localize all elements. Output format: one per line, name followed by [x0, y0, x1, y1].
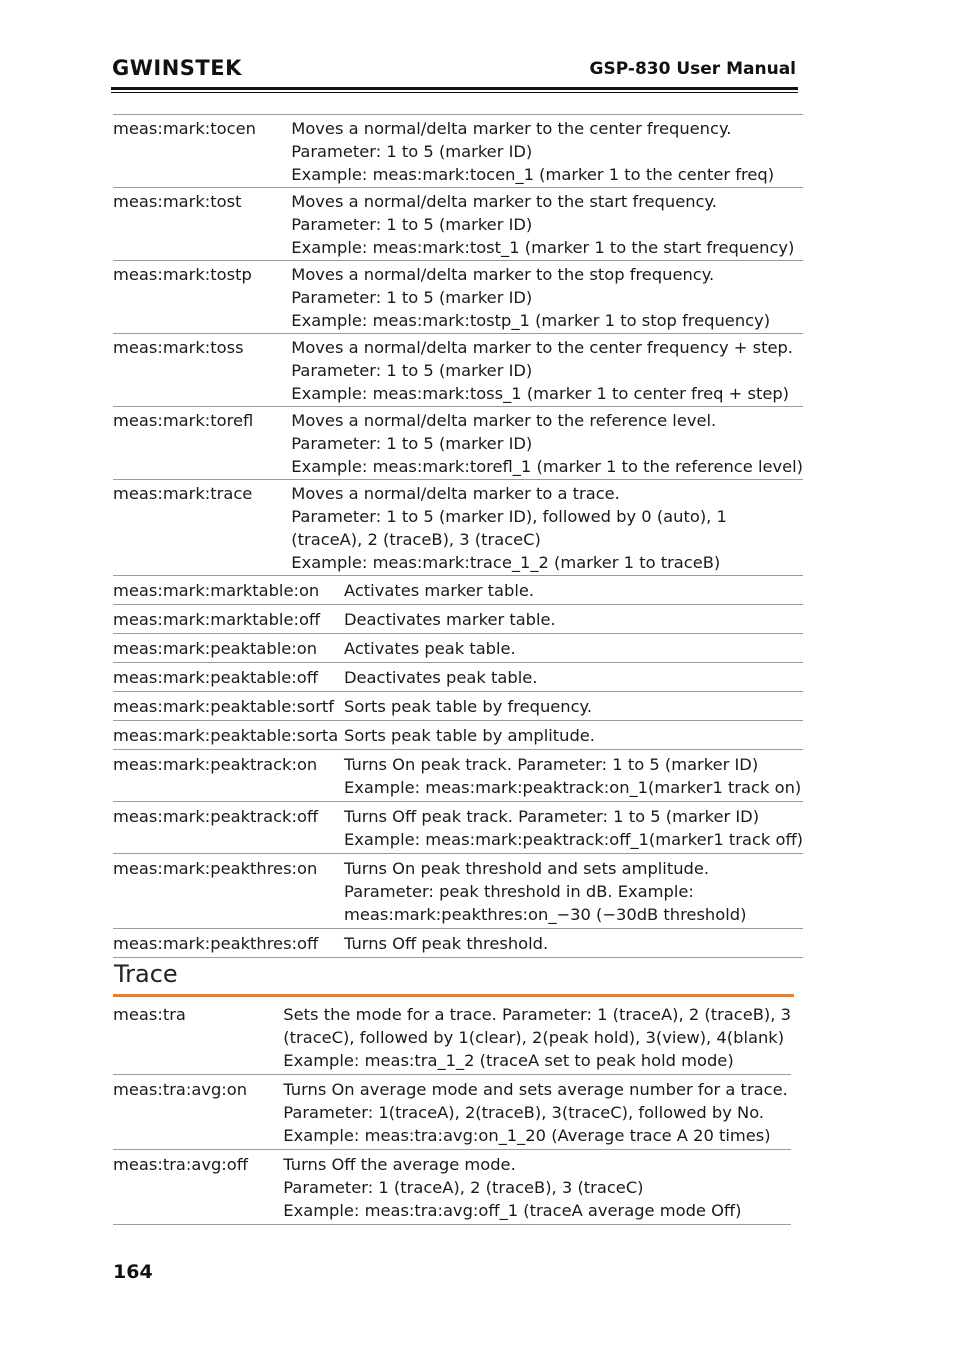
- description-line: Example: meas:mark:peaktrack:on_1(marker1 track on): [344, 778, 802, 797]
- description-line: Example: meas:mark:peaktrack:off_1(marker1 track off): [344, 830, 804, 849]
- header-divider-thin: [111, 92, 798, 93]
- description-line: Deactivates peak table.: [344, 668, 538, 687]
- command-name: meas:mark:peaktrack:off: [113, 807, 319, 826]
- command-row: [113, 334, 803, 407]
- command-cell: [113, 576, 803, 605]
- manual-title: GSP-830 User Manual: [589, 59, 796, 79]
- description-line: Example: meas:tra:avg:off_1 (traceA average mode Off): [283, 1201, 742, 1220]
- command-cell: [113, 750, 803, 802]
- description-line: Moves a normal/delta marker to the center frequency + step.: [291, 338, 793, 357]
- command-name: meas:mark:tostp: [113, 261, 291, 334]
- command-cell: [113, 854, 803, 929]
- command-description: [344, 932, 803, 955]
- command-row: [113, 802, 803, 854]
- description-line: Parameter: 1(traceA), 2(traceB), 3(traceC), followed by No.: [283, 1103, 765, 1122]
- description-line: Activates peak table.: [344, 639, 516, 658]
- command-name: meas:mark:peakthres:off: [113, 934, 319, 953]
- description-line: Moves a normal/delta marker to a trace.: [291, 484, 620, 503]
- command-row: [113, 188, 803, 261]
- description-line: (traceA), 2 (traceB), 3 (traceC): [291, 530, 541, 549]
- command-row: [113, 605, 803, 634]
- command-cell: [113, 634, 803, 663]
- description-line: Parameter: 1 to 5 (marker ID): [291, 361, 533, 380]
- command-name: meas:mark:marktable:off: [113, 610, 321, 629]
- command-name: meas:tra:avg:off: [113, 1150, 283, 1225]
- command-name: meas:mark:torefl: [113, 407, 291, 480]
- description-line: Parameter: 1 to 5 (marker ID): [291, 142, 533, 161]
- command-description: [291, 334, 803, 407]
- command-name: meas:mark:peaktable:on: [113, 639, 318, 658]
- command-row: [113, 576, 803, 605]
- command-description: [344, 666, 803, 689]
- command-row: [113, 115, 803, 188]
- command-description: [291, 261, 803, 334]
- command-row: [113, 480, 803, 576]
- description-line: Turns On average mode and sets average number for a trace.: [283, 1080, 788, 1099]
- description-line: Moves a normal/delta marker to the stop frequency.: [291, 265, 715, 284]
- command-row: [113, 721, 803, 750]
- command-row: [113, 692, 803, 721]
- command-row: [113, 261, 803, 334]
- description-line: Example: meas:mark:tocen_1 (marker 1 to the center freq): [291, 165, 775, 184]
- command-name: meas:mark:peakthres:on: [113, 859, 318, 878]
- description-line: Sorts peak table by amplitude.: [344, 726, 595, 745]
- description-line: Moves a normal/delta marker to the start frequency.: [291, 192, 717, 211]
- command-name: meas:mark:tocen: [113, 115, 291, 188]
- description-line: Turns Off peak threshold.: [344, 934, 549, 953]
- command-name: meas:mark:peaktable:sorta: [113, 726, 339, 745]
- gwinstek-logo: GWINSTEK: [112, 56, 242, 80]
- command-name: meas:tra:avg:on: [113, 1075, 283, 1150]
- command-description: [344, 724, 803, 747]
- description-line: meas:mark:peakthres:on_−30 (−30dB threshold): [344, 905, 747, 924]
- command-cell: [113, 802, 803, 854]
- description-line: Moves a normal/delta marker to the center frequency.: [291, 119, 732, 138]
- description-line: Example: meas:tra_1_2 (traceA set to peak hold mode): [283, 1051, 734, 1070]
- description-line: Example: meas:mark:torefl_1 (marker 1 to the reference level): [291, 457, 804, 476]
- command-description: [291, 188, 803, 261]
- description-line: Turns Off peak track. Parameter: 1 to 5 (marker ID): [344, 807, 760, 826]
- trace-command-table: [113, 1000, 791, 1225]
- command-description: [344, 857, 803, 926]
- command-cell: [113, 692, 803, 721]
- description-line: Parameter: 1 to 5 (marker ID): [291, 288, 533, 307]
- command-name: meas:mark:tost: [113, 188, 291, 261]
- command-description: [283, 1075, 791, 1150]
- command-description: [344, 608, 803, 631]
- header-divider: [111, 87, 798, 90]
- command-description: [344, 637, 803, 660]
- command-row: [113, 1150, 791, 1225]
- command-description: [344, 695, 803, 718]
- page-number: 164: [113, 1261, 153, 1283]
- command-cell: [113, 929, 803, 958]
- description-line: Moves a normal/delta marker to the reference level.: [291, 411, 717, 430]
- command-row: [113, 663, 803, 692]
- command-name: meas:tra: [113, 1000, 283, 1075]
- trace-section-title: Trace: [114, 960, 178, 988]
- command-name: meas:mark:peaktrack:on: [113, 755, 318, 774]
- command-description: [344, 579, 803, 602]
- description-line: Turns On peak threshold and sets amplitude.: [344, 859, 710, 878]
- description-line: Deactivates marker table.: [344, 610, 556, 629]
- command-name: meas:mark:peaktable:sortf: [113, 697, 334, 716]
- command-name: meas:mark:marktable:on: [113, 581, 320, 600]
- command-name: meas:mark:peaktable:off: [113, 668, 318, 687]
- command-description: [291, 407, 803, 480]
- description-line: Parameter: 1 to 5 (marker ID), followed by 0 (auto), 1: [291, 507, 727, 526]
- description-line: Example: meas:mark:toss_1 (marker 1 to center freq + step): [291, 384, 790, 403]
- command-row: [113, 750, 803, 802]
- command-description: [291, 115, 803, 188]
- command-cell: [113, 605, 803, 634]
- description-line: Parameter: 1 to 5 (marker ID): [291, 215, 533, 234]
- description-line: Sets the mode for a trace. Parameter: 1 (traceA), 2 (traceB), 3: [283, 1005, 791, 1024]
- description-line: Example: meas:mark:tostp_1 (marker 1 to stop frequency): [291, 311, 771, 330]
- description-line: Example: meas:tra:avg:on_1_20 (Average trace A 20 times): [283, 1126, 771, 1145]
- command-description: [283, 1150, 791, 1225]
- command-row: [113, 929, 803, 958]
- command-description: [344, 805, 803, 851]
- description-line: Example: meas:mark:tost_1 (marker 1 to the start frequency): [291, 238, 795, 257]
- description-line: Turns On peak track. Parameter: 1 to 5 (marker ID): [344, 755, 759, 774]
- command-name: meas:mark:trace: [113, 480, 291, 576]
- command-description: [291, 480, 803, 576]
- description-line: Parameter: peak threshold in dB. Example:: [344, 882, 694, 901]
- command-row: [113, 634, 803, 663]
- command-name: meas:mark:toss: [113, 334, 291, 407]
- command-cell: [113, 721, 803, 750]
- marker-command-table: [113, 114, 803, 958]
- description-line: (traceC), followed by 1(clear), 2(peak hold), 3(view), 4(blank): [283, 1028, 785, 1047]
- description-line: Parameter: 1 (traceA), 2 (traceB), 3 (traceC): [283, 1178, 644, 1197]
- command-row: [113, 407, 803, 480]
- command-description: [344, 753, 803, 799]
- command-cell: [113, 663, 803, 692]
- description-line: Sorts peak table by frequency.: [344, 697, 593, 716]
- description-line: Parameter: 1 to 5 (marker ID): [291, 434, 533, 453]
- description-line: Example: meas:mark:trace_1_2 (marker 1 to traceB): [291, 553, 721, 572]
- command-row: [113, 1075, 791, 1150]
- description-line: Activates marker table.: [344, 581, 535, 600]
- command-row: [113, 854, 803, 929]
- trace-section-rule: [113, 994, 794, 997]
- command-row: [113, 1000, 791, 1075]
- command-description: [283, 1000, 791, 1075]
- description-line: Turns Off the average mode.: [283, 1155, 516, 1174]
